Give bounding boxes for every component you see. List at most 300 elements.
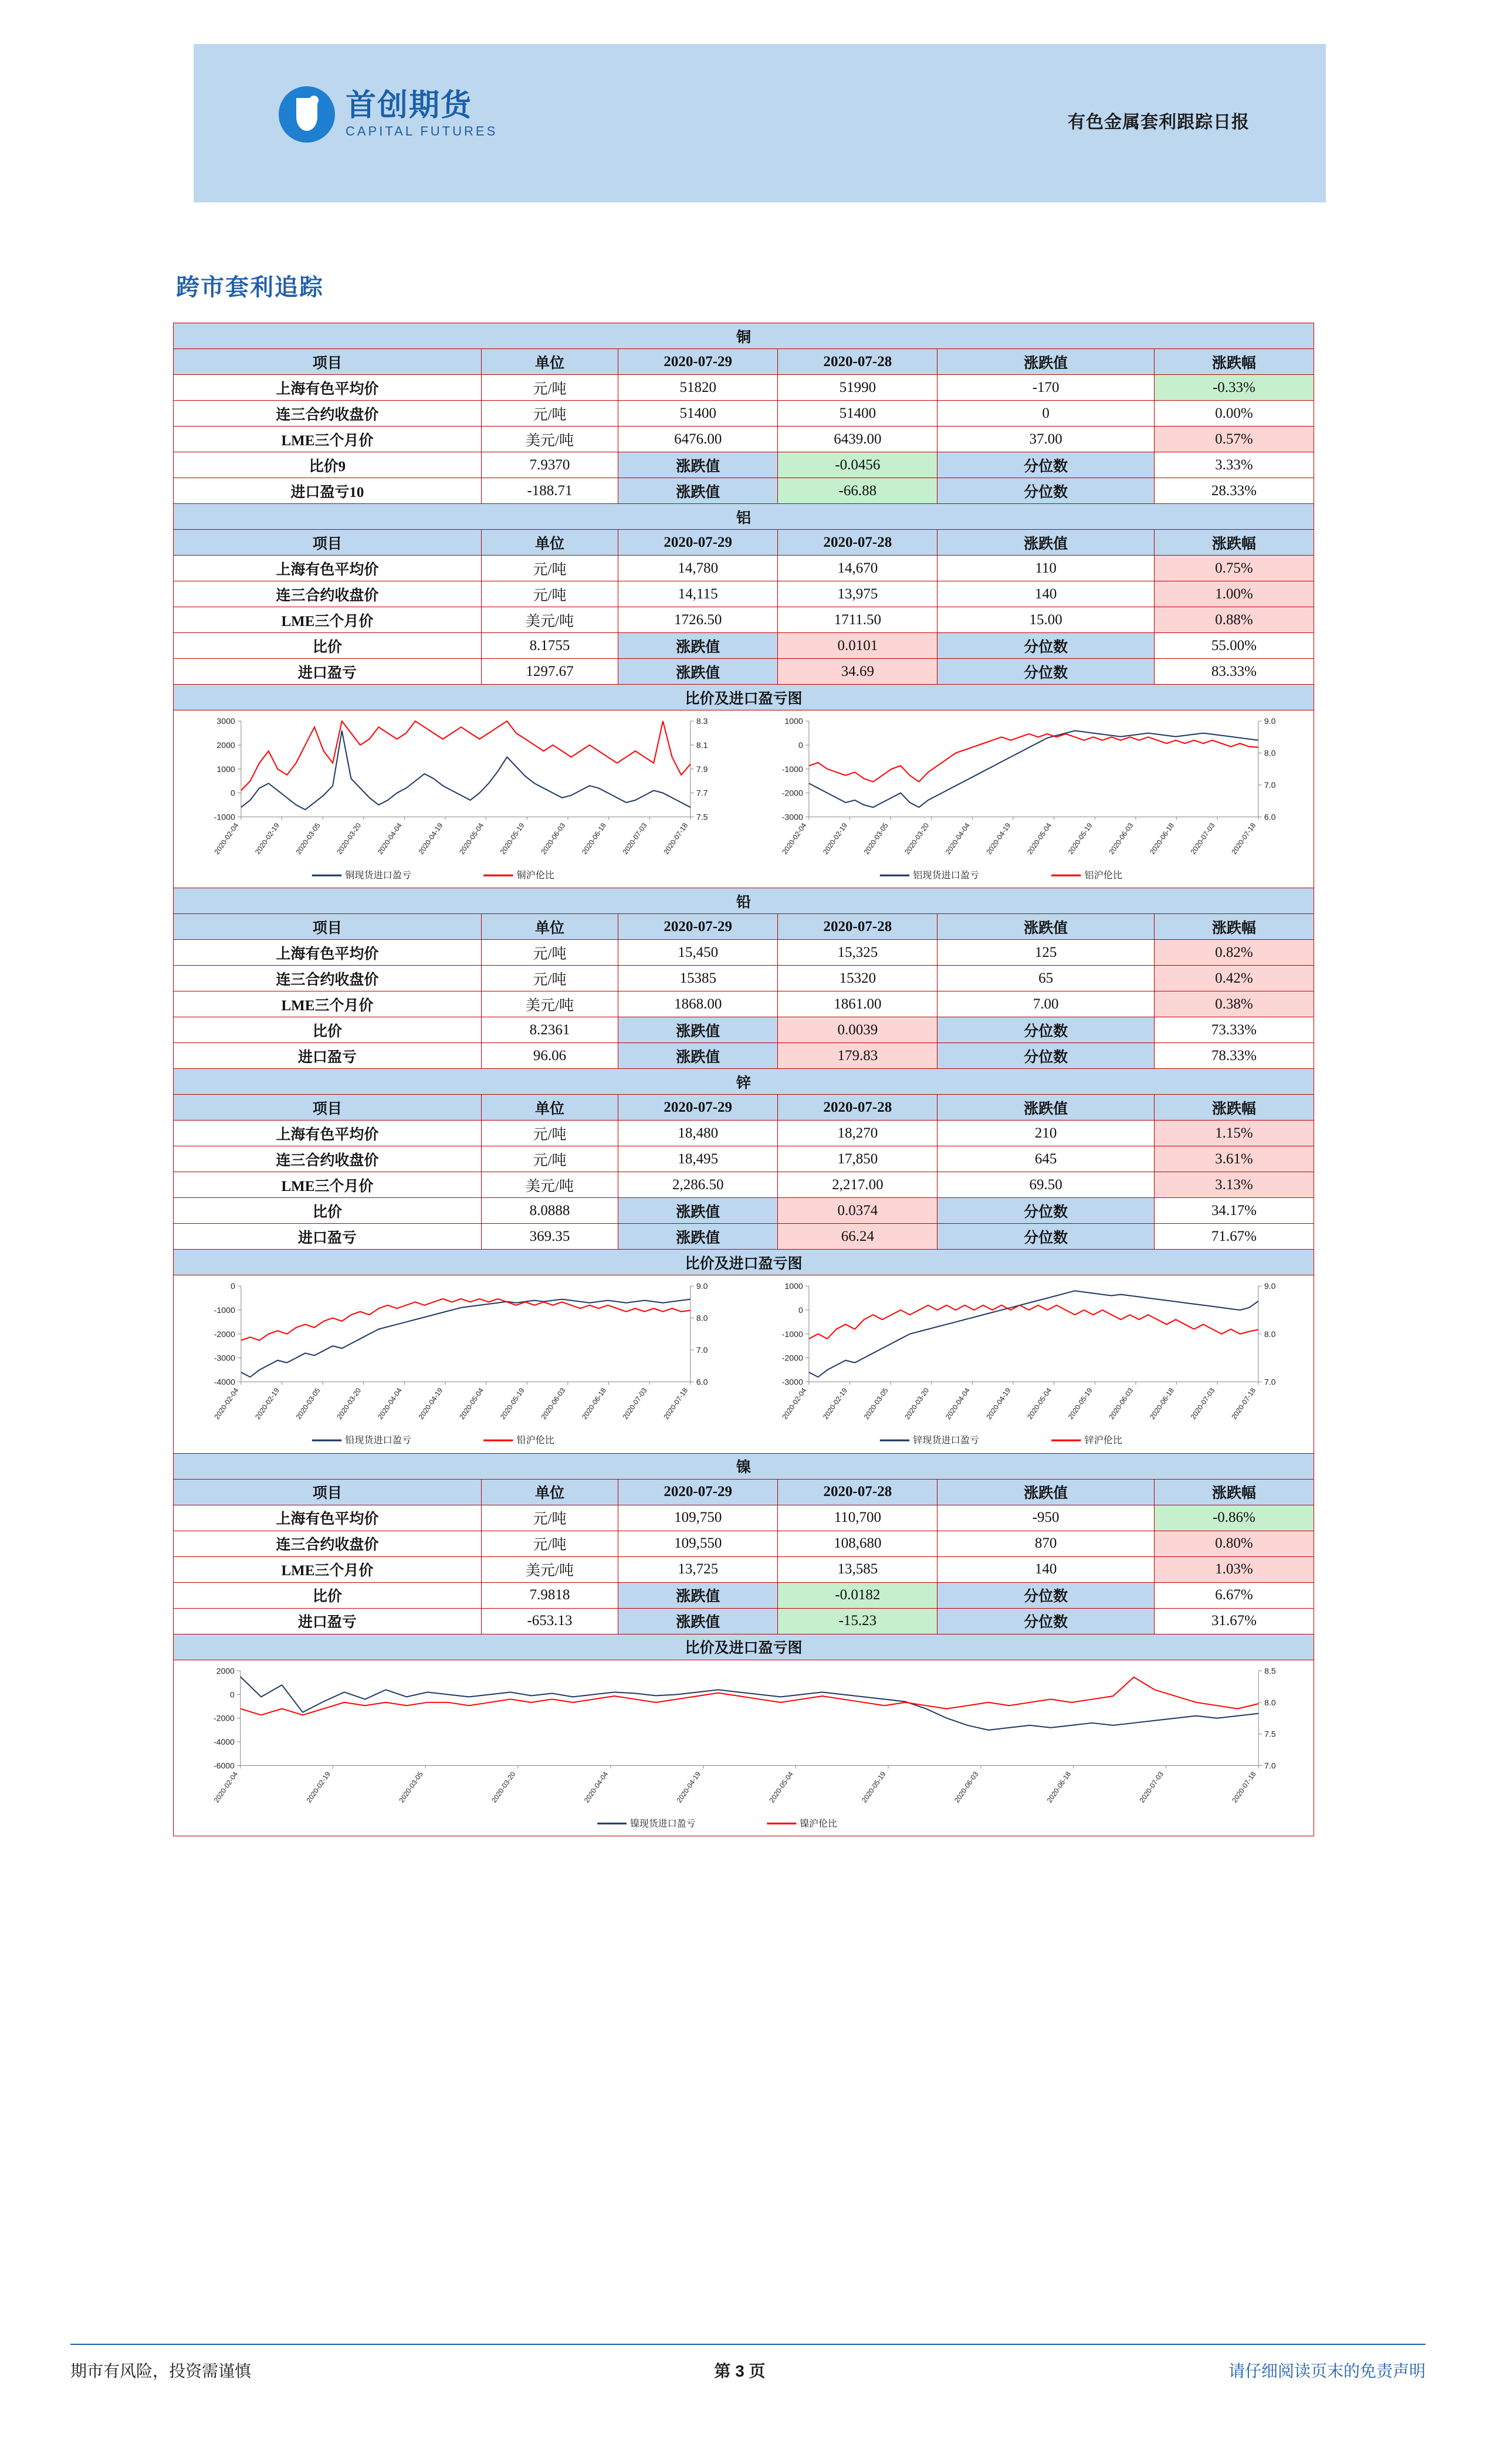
chart-铜 — [176, 710, 744, 888]
row-unit: -653.13 — [481, 1608, 618, 1634]
svg-text:2020-06-03: 2020-06-03 — [1106, 1386, 1135, 1421]
svg-text:9.0: 9.0 — [1264, 1281, 1275, 1291]
svg-text:2020-05-04: 2020-05-04 — [1025, 1386, 1053, 1421]
svg-text:2020-05-04: 2020-05-04 — [1025, 821, 1053, 856]
svg-text:-2000: -2000 — [214, 1713, 235, 1723]
svg-text:2020-06-03: 2020-06-03 — [1106, 821, 1135, 856]
row-change: 870 — [937, 1531, 1154, 1556]
table-row — [174, 991, 1314, 1017]
row-value-1: 18,480 — [618, 1121, 778, 1146]
svg-text:铅现货进口盈亏: 铅现货进口盈亏 — [345, 1435, 412, 1446]
row-label: LME三个月价 — [174, 427, 482, 452]
svg-text:2020-04-19: 2020-04-19 — [417, 821, 445, 856]
svg-text:2020-04-04: 2020-04-04 — [582, 1769, 610, 1804]
svg-text:-2000: -2000 — [781, 788, 803, 798]
svg-text:2020-02-04: 2020-02-04 — [212, 821, 241, 856]
row-label: LME三个月价 — [174, 991, 482, 1017]
svg-text:2020-02-04: 2020-02-04 — [780, 821, 808, 856]
column-header-3: 2020-07-28 — [778, 530, 937, 556]
table-row — [174, 375, 1314, 401]
page-header — [194, 44, 1326, 202]
table-row — [174, 1146, 1314, 1172]
row-change: 分位数 — [937, 1224, 1154, 1250]
row-value-1: 1726.50 — [618, 607, 778, 633]
svg-text:铝沪伦比: 铝沪伦比 — [1084, 870, 1122, 881]
row-value-2: 51990 — [778, 375, 937, 401]
column-header-4: 涨跌值 — [937, 530, 1154, 556]
row-unit: 美元/吨 — [481, 1172, 618, 1198]
row-value-1: 涨跌值 — [618, 659, 778, 685]
row-value-1: 13,725 — [618, 1556, 778, 1582]
table-row — [174, 1582, 1314, 1608]
svg-text:2020-02-19: 2020-02-19 — [253, 1386, 281, 1421]
svg-text:2020-04-19: 2020-04-19 — [417, 1386, 445, 1421]
row-label: 进口盈亏 — [174, 1043, 482, 1069]
table-row — [174, 1017, 1314, 1043]
svg-text:7.0: 7.0 — [1264, 1377, 1275, 1387]
svg-text:9.0: 9.0 — [696, 1281, 708, 1291]
row-value-2: 34.69 — [778, 659, 937, 685]
row-label: LME三个月价 — [174, 1556, 482, 1582]
svg-text:0: 0 — [230, 788, 235, 798]
row-label: 比价 — [174, 1198, 482, 1224]
row-value-2: 18,270 — [778, 1121, 937, 1146]
svg-text:2020-07-18: 2020-07-18 — [662, 1386, 690, 1421]
chart-锌 — [744, 1275, 1312, 1453]
row-value-2: 1711.50 — [778, 607, 937, 633]
svg-text:镍现货进口盈亏: 镍现货进口盈亏 — [630, 1818, 696, 1829]
row-change-pct: 3.13% — [1154, 1172, 1314, 1198]
footer-disclaimer-right: 请仔细阅读页末的免责声明 — [1228, 2362, 1426, 2380]
column-header-3: 2020-07-28 — [778, 1479, 937, 1505]
row-unit: 1297.67 — [481, 659, 618, 685]
svg-text:2020-04-19: 2020-04-19 — [675, 1769, 703, 1804]
svg-text:8.0: 8.0 — [1264, 1329, 1275, 1339]
row-value-2: 1861.00 — [778, 991, 937, 1017]
svg-text:-1000: -1000 — [214, 1305, 235, 1315]
svg-text:2020-03-20: 2020-03-20 — [902, 1386, 930, 1421]
svg-text:7.0: 7.0 — [696, 1345, 708, 1355]
row-label: 比价 — [174, 633, 482, 659]
row-change-pct: 28.33% — [1154, 478, 1314, 504]
row-change-pct: 0.42% — [1154, 966, 1314, 991]
svg-text:2020-05-19: 2020-05-19 — [1066, 821, 1094, 856]
table-row — [174, 478, 1314, 504]
svg-text:-1000: -1000 — [214, 812, 235, 822]
row-change-pct: 71.67% — [1154, 1224, 1314, 1250]
table-row — [174, 556, 1314, 581]
row-change: 分位数 — [937, 452, 1154, 478]
row-value-2: -0.0182 — [778, 1582, 937, 1608]
row-label: 上海有色平均价 — [174, 556, 482, 581]
row-change-pct: 0.82% — [1154, 940, 1314, 966]
table-row — [174, 1608, 1314, 1634]
page-footer — [70, 2358, 1426, 2382]
metal-header-3: 锌 — [174, 1069, 1314, 1095]
column-header-1: 单位 — [481, 1479, 618, 1505]
row-unit: 美元/吨 — [481, 991, 618, 1017]
row-unit: 美元/吨 — [481, 607, 618, 633]
row-change-pct: 55.00% — [1154, 633, 1314, 659]
row-value-1: 15385 — [618, 966, 778, 991]
row-unit: -188.71 — [481, 478, 618, 504]
row-change: 0 — [937, 401, 1154, 427]
row-label: 比价 — [174, 1017, 482, 1043]
row-unit: 元/吨 — [481, 1531, 618, 1556]
row-label: 上海有色平均价 — [174, 375, 482, 401]
row-value-2: 14,670 — [778, 556, 937, 581]
svg-text:3000: 3000 — [216, 716, 235, 726]
svg-text:7.0: 7.0 — [1264, 780, 1275, 790]
row-unit: 元/吨 — [481, 581, 618, 607]
row-unit: 元/吨 — [481, 1146, 618, 1172]
svg-text:2000: 2000 — [216, 1666, 235, 1676]
column-header-0: 项目 — [174, 1095, 482, 1121]
row-change: 分位数 — [937, 1017, 1154, 1043]
row-change: 125 — [937, 940, 1154, 966]
svg-text:2020-04-04: 2020-04-04 — [943, 821, 972, 856]
row-label: 连三合约收盘价 — [174, 1146, 482, 1172]
row-change: -170 — [937, 375, 1154, 401]
column-header-0: 项目 — [174, 349, 482, 375]
svg-text:8.5: 8.5 — [1264, 1666, 1276, 1676]
row-value-1: 2,286.50 — [618, 1172, 778, 1198]
row-unit: 元/吨 — [481, 1121, 618, 1146]
main-content — [173, 323, 1314, 1836]
row-value-2: 179.83 — [778, 1043, 937, 1069]
row-value-1: 6476.00 — [618, 427, 778, 452]
row-value-2: 13,585 — [778, 1556, 937, 1582]
row-change: 65 — [937, 966, 1154, 991]
column-header-3: 2020-07-28 — [778, 914, 937, 940]
row-value-1: 109,750 — [618, 1505, 778, 1531]
column-header-4: 涨跌值 — [937, 1095, 1154, 1121]
row-value-2: 2,217.00 — [778, 1172, 937, 1198]
row-value-1: 109,550 — [618, 1531, 778, 1556]
column-header-4: 涨跌值 — [937, 1479, 1154, 1505]
row-label: 上海有色平均价 — [174, 1121, 482, 1146]
table-row — [174, 427, 1314, 452]
row-value-2: 6439.00 — [778, 427, 937, 452]
row-change-pct: 0.88% — [1154, 607, 1314, 633]
row-value-2: -66.88 — [778, 478, 937, 504]
svg-text:7.0: 7.0 — [1264, 1761, 1276, 1771]
company-logo — [279, 86, 497, 143]
svg-text:6.0: 6.0 — [696, 1377, 708, 1387]
footer-disclaimer-left: 期市有风险，投资需谨慎 — [70, 2362, 252, 2380]
row-value-2: 0.0101 — [778, 633, 937, 659]
svg-text:-2000: -2000 — [214, 1329, 235, 1339]
logo-mark-icon — [279, 86, 335, 143]
row-value-2: 108,680 — [778, 1531, 937, 1556]
svg-text:2020-06-18: 2020-06-18 — [1148, 821, 1176, 856]
column-header-4: 涨跌值 — [937, 914, 1154, 940]
table-row — [174, 1556, 1314, 1582]
row-value-2: 0.0374 — [778, 1198, 937, 1224]
svg-text:-3000: -3000 — [781, 1377, 803, 1387]
svg-text:2020-04-04: 2020-04-04 — [375, 1386, 404, 1421]
row-change: 15.00 — [937, 607, 1154, 633]
svg-text:-3000: -3000 — [214, 1353, 235, 1363]
svg-text:2020-06-18: 2020-06-18 — [1045, 1769, 1073, 1804]
svg-text:7.7: 7.7 — [696, 788, 708, 798]
row-value-1: 涨跌值 — [618, 1198, 778, 1224]
row-label: 进口盈亏 — [174, 659, 482, 685]
row-unit: 369.35 — [481, 1224, 618, 1250]
svg-text:2020-03-20: 2020-03-20 — [335, 821, 363, 856]
chart-block — [174, 710, 1314, 888]
table-row — [174, 1224, 1314, 1250]
row-value-2: 17,850 — [778, 1146, 937, 1172]
row-label: 进口盈亏 — [174, 1224, 482, 1250]
row-change: -950 — [937, 1505, 1154, 1531]
chart-block-title: 比价及进口盈亏图 — [174, 1634, 1314, 1660]
row-unit: 美元/吨 — [481, 427, 618, 452]
row-label: LME三个月价 — [174, 607, 482, 633]
svg-text:2020-04-19: 2020-04-19 — [984, 821, 1012, 856]
svg-text:8.1: 8.1 — [696, 740, 708, 750]
logo-text-en: CAPITAL FUTURES — [346, 124, 498, 139]
chart-block — [174, 1660, 1314, 1836]
row-change-pct: 0.57% — [1154, 427, 1314, 452]
row-unit: 7.9818 — [481, 1582, 618, 1608]
row-change-pct: 0.80% — [1154, 1531, 1314, 1556]
svg-text:2020-06-03: 2020-06-03 — [539, 1386, 567, 1421]
svg-text:8.0: 8.0 — [696, 1313, 708, 1323]
column-header-1: 单位 — [481, 1095, 618, 1121]
row-change-pct: 1.00% — [1154, 581, 1314, 607]
svg-text:2020-02-04: 2020-02-04 — [212, 1386, 241, 1421]
column-header-2: 2020-07-29 — [618, 530, 778, 556]
chart-镍 — [176, 1660, 1311, 1836]
svg-text:-2000: -2000 — [781, 1353, 803, 1363]
svg-text:2020-07-03: 2020-07-03 — [1189, 1386, 1217, 1421]
row-label: 比价 — [174, 1582, 482, 1608]
svg-text:2020-05-04: 2020-05-04 — [458, 1386, 486, 1421]
report-title: 有色金属套利跟踪日报 — [1068, 113, 1250, 132]
svg-text:2020-07-03: 2020-07-03 — [621, 1386, 649, 1421]
row-value-1: 涨跌值 — [618, 1224, 778, 1250]
row-unit: 元/吨 — [481, 966, 618, 991]
svg-text:2020-02-19: 2020-02-19 — [821, 1386, 849, 1421]
row-label: 连三合约收盘价 — [174, 1531, 482, 1556]
row-unit: 8.2361 — [481, 1017, 618, 1043]
svg-text:0: 0 — [798, 740, 803, 750]
footer-page-number: 第 3 页 — [714, 2362, 766, 2380]
svg-text:2020-04-19: 2020-04-19 — [984, 1386, 1012, 1421]
column-header-2: 2020-07-29 — [618, 349, 778, 375]
row-unit: 8.0888 — [481, 1198, 618, 1224]
row-change-pct: 0.38% — [1154, 991, 1314, 1017]
column-header-5: 涨跌幅 — [1154, 1479, 1314, 1505]
section-title: 跨市套利追踪 — [176, 275, 324, 300]
svg-text:2020-06-18: 2020-06-18 — [580, 1386, 608, 1421]
table-row — [174, 452, 1314, 478]
table-row — [174, 940, 1314, 966]
row-change: 分位数 — [937, 1043, 1154, 1069]
table-row — [174, 1505, 1314, 1531]
row-change-pct: -0.33% — [1154, 375, 1314, 401]
row-unit: 元/吨 — [481, 375, 618, 401]
svg-text:2020-06-18: 2020-06-18 — [580, 821, 608, 856]
row-change: 分位数 — [937, 478, 1154, 504]
table-row — [174, 1172, 1314, 1198]
row-change: 210 — [937, 1121, 1154, 1146]
row-value-1: 涨跌值 — [618, 1608, 778, 1634]
svg-text:9.0: 9.0 — [1264, 716, 1275, 726]
svg-text:2020-06-03: 2020-06-03 — [539, 821, 567, 856]
row-unit: 7.9370 — [481, 452, 618, 478]
row-change: 140 — [937, 1556, 1154, 1582]
svg-text:1000: 1000 — [216, 764, 235, 774]
svg-text:2020-03-05: 2020-03-05 — [294, 821, 322, 856]
row-change: 分位数 — [937, 659, 1154, 685]
table-row — [174, 607, 1314, 633]
svg-text:-4000: -4000 — [214, 1737, 235, 1747]
svg-text:2020-07-18: 2020-07-18 — [1229, 821, 1257, 856]
row-change-pct: 1.03% — [1154, 1556, 1314, 1582]
row-value-2: 15320 — [778, 966, 937, 991]
svg-text:2020-03-20: 2020-03-20 — [335, 1386, 363, 1421]
svg-text:2020-05-19: 2020-05-19 — [498, 821, 526, 856]
column-header-4: 涨跌值 — [937, 349, 1154, 375]
table-row — [174, 1198, 1314, 1224]
svg-text:2020-03-05: 2020-03-05 — [862, 1386, 890, 1421]
svg-text:2020-03-20: 2020-03-20 — [902, 821, 930, 856]
svg-text:2020-06-03: 2020-06-03 — [952, 1769, 980, 1804]
row-unit: 96.06 — [481, 1043, 618, 1069]
svg-text:2020-02-19: 2020-02-19 — [304, 1769, 332, 1804]
row-label: 上海有色平均价 — [174, 1505, 482, 1531]
svg-text:-1000: -1000 — [781, 1329, 803, 1339]
row-unit: 元/吨 — [481, 940, 618, 966]
chart-block-title: 比价及进口盈亏图 — [174, 1250, 1314, 1275]
row-change-pct: 6.67% — [1154, 1582, 1314, 1608]
row-change: 69.50 — [937, 1172, 1154, 1198]
svg-text:2020-03-05: 2020-03-05 — [294, 1386, 322, 1421]
row-change: 645 — [937, 1146, 1154, 1172]
row-change-pct: 3.61% — [1154, 1146, 1314, 1172]
table-row — [174, 966, 1314, 991]
svg-text:2020-04-04: 2020-04-04 — [375, 821, 404, 856]
svg-text:0: 0 — [230, 1690, 235, 1700]
row-change-pct: 1.15% — [1154, 1121, 1314, 1146]
svg-text:2020-02-19: 2020-02-19 — [253, 821, 281, 856]
row-label: 上海有色平均价 — [174, 940, 482, 966]
arbitrage-table — [173, 323, 1314, 1836]
svg-text:2020-05-19: 2020-05-19 — [860, 1769, 888, 1804]
svg-text:2020-03-05: 2020-03-05 — [397, 1769, 425, 1804]
svg-text:2020-05-19: 2020-05-19 — [498, 1386, 526, 1421]
svg-text:2020-02-04: 2020-02-04 — [780, 1386, 808, 1421]
svg-text:铜现货进口盈亏: 铜现货进口盈亏 — [345, 870, 412, 881]
row-value-2: 66.24 — [778, 1224, 937, 1250]
svg-text:7.9: 7.9 — [696, 764, 708, 774]
row-value-1: 51400 — [618, 401, 778, 427]
svg-text:1000: 1000 — [784, 716, 803, 726]
logo-text-cn: 首创期货 — [346, 88, 473, 123]
chart-block-title: 比价及进口盈亏图 — [174, 685, 1314, 710]
table-row — [174, 581, 1314, 607]
row-value-1: 18,495 — [618, 1146, 778, 1172]
svg-text:锌沪伦比: 锌沪伦比 — [1084, 1435, 1122, 1446]
column-header-2: 2020-07-29 — [618, 1095, 778, 1121]
row-label: 进口盈亏 — [174, 1608, 482, 1634]
chart-铅 — [176, 1275, 744, 1453]
svg-text:7.5: 7.5 — [696, 812, 708, 822]
svg-text:2000: 2000 — [216, 740, 235, 750]
svg-text:2020-05-04: 2020-05-04 — [767, 1769, 795, 1804]
table-row — [174, 659, 1314, 685]
row-value-1: 涨跌值 — [618, 1582, 778, 1608]
column-header-1: 单位 — [481, 530, 618, 556]
row-unit: 元/吨 — [481, 401, 618, 427]
row-change-pct: -0.86% — [1154, 1505, 1314, 1531]
svg-text:8.0: 8.0 — [1264, 1697, 1276, 1707]
row-label: 连三合约收盘价 — [174, 966, 482, 991]
row-label: 进口盈亏10 — [174, 478, 482, 504]
column-header-5: 涨跌幅 — [1154, 1095, 1314, 1121]
row-value-1: 涨跌值 — [618, 1017, 778, 1043]
row-change-pct: 73.33% — [1154, 1017, 1314, 1043]
row-unit: 美元/吨 — [481, 1556, 618, 1582]
svg-text:2020-07-03: 2020-07-03 — [621, 821, 649, 856]
chart-铝 — [744, 710, 1312, 888]
row-unit: 元/吨 — [481, 1505, 618, 1531]
svg-text:2020-07-03: 2020-07-03 — [1189, 821, 1217, 856]
row-unit: 元/吨 — [481, 556, 618, 581]
column-header-1: 单位 — [481, 914, 618, 940]
column-header-5: 涨跌幅 — [1154, 530, 1314, 556]
metal-header-4: 镍 — [174, 1453, 1314, 1479]
row-value-1: 1868.00 — [618, 991, 778, 1017]
table-row — [174, 401, 1314, 427]
row-change: 7.00 — [937, 991, 1154, 1017]
row-value-1: 涨跌值 — [618, 633, 778, 659]
row-value-1: 14,780 — [618, 556, 778, 581]
row-change: 分位数 — [937, 1198, 1154, 1224]
column-header-1: 单位 — [481, 349, 618, 375]
svg-text:2020-07-03: 2020-07-03 — [1138, 1769, 1165, 1804]
svg-text:-6000: -6000 — [214, 1761, 235, 1771]
row-value-2: -15.23 — [778, 1608, 937, 1634]
row-label: LME三个月价 — [174, 1172, 482, 1198]
row-value-1: 14,115 — [618, 581, 778, 607]
row-value-1: 涨跌值 — [618, 1043, 778, 1069]
chart-block — [174, 1275, 1314, 1453]
column-header-0: 项目 — [174, 914, 482, 940]
row-change: 分位数 — [937, 1582, 1154, 1608]
svg-text:6.0: 6.0 — [1264, 812, 1275, 822]
row-change-pct: 31.67% — [1154, 1608, 1314, 1634]
column-header-2: 2020-07-29 — [618, 1479, 778, 1505]
svg-text:8.3: 8.3 — [696, 716, 708, 726]
svg-text:2020-07-18: 2020-07-18 — [1230, 1769, 1258, 1804]
svg-text:2020-06-18: 2020-06-18 — [1148, 1386, 1176, 1421]
row-unit: 8.1755 — [481, 633, 618, 659]
row-change: 110 — [937, 556, 1154, 581]
svg-text:2020-03-20: 2020-03-20 — [489, 1769, 517, 1804]
svg-text:2020-04-04: 2020-04-04 — [943, 1386, 972, 1421]
row-change-pct: 78.33% — [1154, 1043, 1314, 1069]
table-row — [174, 1531, 1314, 1556]
svg-text:铝现货进口盈亏: 铝现货进口盈亏 — [912, 870, 979, 881]
table-row — [174, 633, 1314, 659]
svg-text:-1000: -1000 — [781, 764, 803, 774]
svg-text:2020-05-19: 2020-05-19 — [1066, 1386, 1094, 1421]
metal-header-1: 铝 — [174, 504, 1314, 530]
column-header-5: 涨跌幅 — [1154, 914, 1314, 940]
